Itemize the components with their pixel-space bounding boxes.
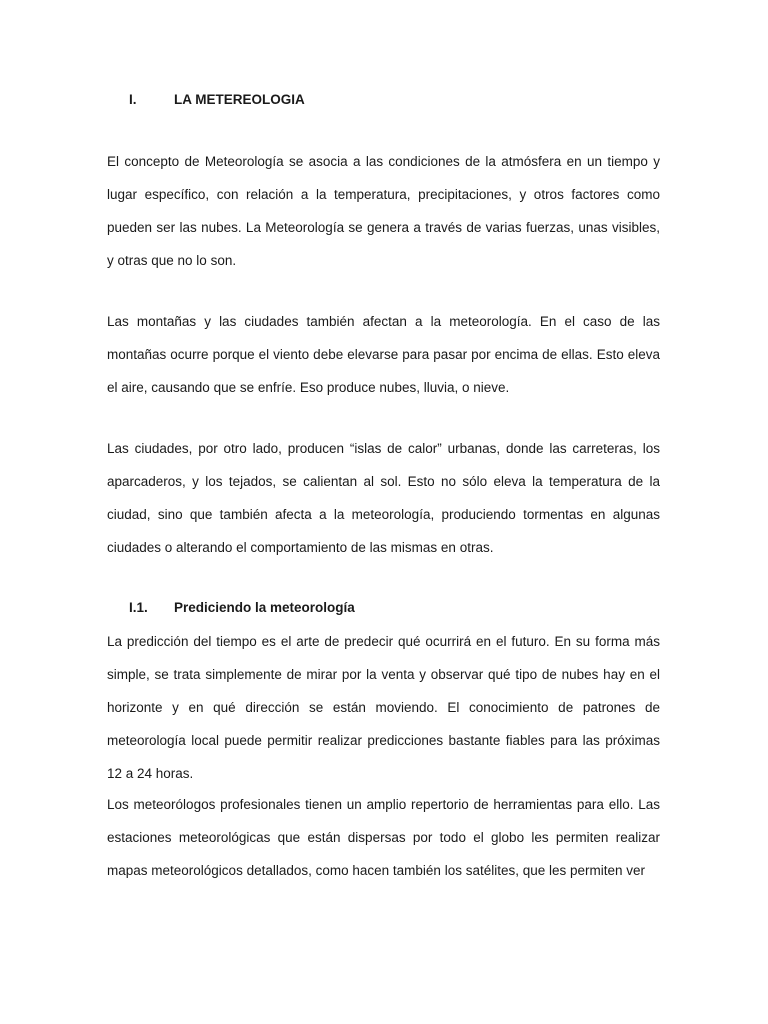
paragraph-montanas: Las montañas y las ciudades también afectan a la meteorología. En el caso de las montañas ocurre porque el viento debe elevarse para pasar por encima de ellas. Esto eleva el aire, causando que se enfríe. Eso produce nubes, lluvia, o nieve. xyxy=(107,314,660,395)
section-title: LA METEREOLOGIA xyxy=(174,92,305,107)
section-title: Prediciendo la meteorología xyxy=(174,600,355,615)
section-number: I.1. xyxy=(129,600,148,615)
paragraph-concepto: El concepto de Meteorología se asocia a las condiciones de la atmósfera en un tiempo y lugar específico, con relación a la temperatura, precipitaciones, y otros factores como pueden ser las nubes. La Meteorología se genera a través de varias fuerzas, unas visibles, y otras que no lo son. xyxy=(107,154,660,268)
section-number: I. xyxy=(129,92,137,107)
section-heading-1 xyxy=(129,90,305,110)
paragraph-prediccion: La predicción del tiempo es el arte de predecir qué ocurrirá en el futuro. En su forma más simple, se trata simplemente de mirar por la venta y observar qué tipo de nubes hay en el horizonte y en qué dirección se están moviendo. El conocimiento de patrones de meteorología local puede permitir realizar predicciones bastante fiables para las próximas 12 a 24 horas. xyxy=(107,634,660,781)
section-heading-1-1 xyxy=(129,598,355,618)
paragraph-ciudades: Las ciudades, por otro lado, producen “islas de calor” urbanas, donde las carreteras, los aparcaderos, y los tejados, se calientan al sol. Esto no sólo eleva la temperatura de la ciudad, sino que también afecta a la meteorología, produciendo tormentas en algunas ciudades o alterando el comportamiento de las mismas en otras. xyxy=(107,441,660,555)
paragraph-meteorologos: Los meteorólogos profesionales tienen un amplio repertorio de herramientas para ello. Las estaciones meteorológicas que están dispersas por todo el globo les permiten realizar mapas meteorológicos detallados, como hacen también los satélites, que les permiten ver xyxy=(107,797,660,878)
